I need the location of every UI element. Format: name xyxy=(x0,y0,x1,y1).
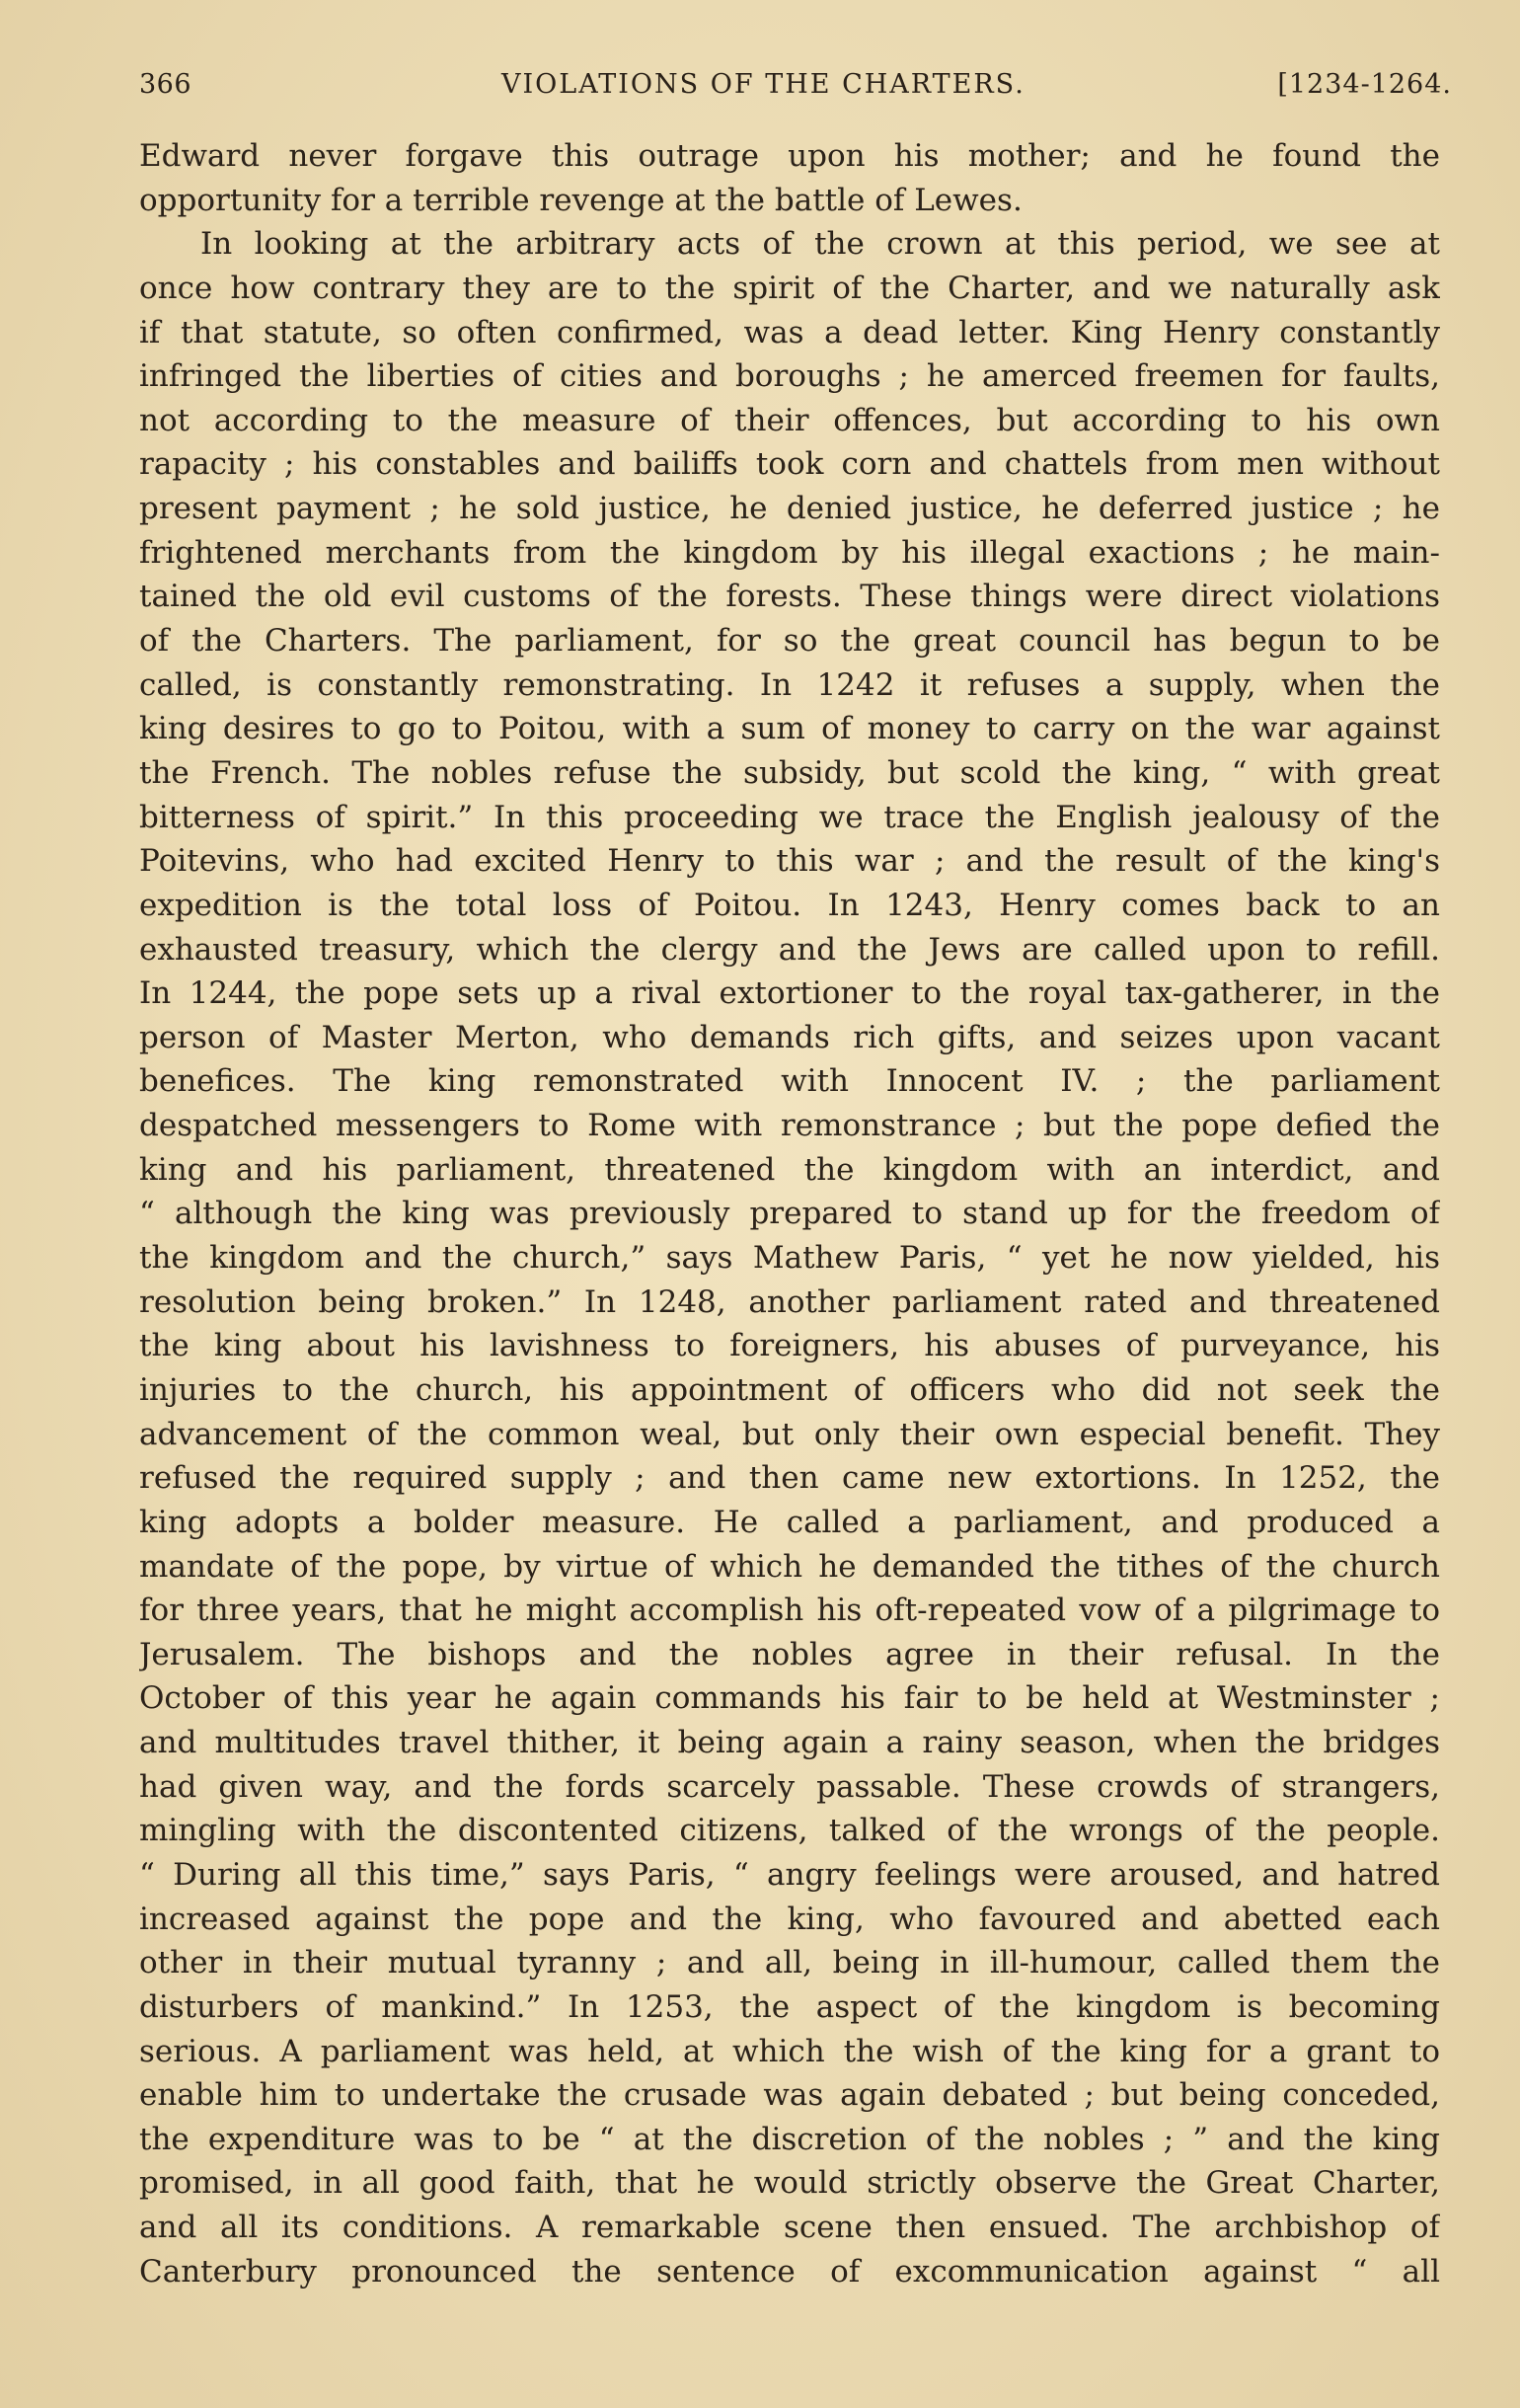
page-header xyxy=(139,69,1452,113)
text-line: once how contrary they are to the spirit of the Charter, and we naturally ask xyxy=(139,270,1440,306)
text-line: mandate of the pope, by virtue of which he demanded the tithes of the church xyxy=(139,1548,1440,1585)
text-line: enable him to undertake the crusade was again debated ; but being conceded, xyxy=(139,2077,1440,2114)
running-title: VIOLATIONS OF THE CHARTERS. xyxy=(501,69,1026,100)
text-line: infringed the liberties of cities and boroughs ; he amerced freemen for faults, xyxy=(139,358,1440,395)
text-line: rapacity ; his constables and bailiffs took corn and chattels from men without xyxy=(139,446,1440,483)
text-line: person of Master Merton, who demands rich gifts, and seizes upon vacant xyxy=(139,1019,1440,1055)
text-line: and multitudes travel thither, it being again a rainy season, when the bridges xyxy=(139,1725,1440,1761)
text-line: injuries to the church, his appointment of officers who did not seek the xyxy=(139,1371,1440,1408)
text-line: the expenditure was to be “ at the discretion of the nobles ; ” and the king xyxy=(139,2121,1440,2157)
text-line: for three years, that he might accomplish his oft-repeated vow of a pilgrimage to xyxy=(139,1592,1440,1629)
text-line: had given way, and the fords scarcely passable. These crowds of strangers, xyxy=(139,1768,1440,1805)
text-line: Poitevins, who had excited Henry to this war ; and the result of the king's xyxy=(139,843,1440,880)
text-line: resolution being broken.” In 1248, another parliament rated and threatened xyxy=(139,1283,1440,1320)
text-line: increased against the pope and the king, who favoured and abetted each xyxy=(139,1901,1440,1937)
text-line: In 1244, the pope sets up a rival extortioner to the royal tax-gatherer, in the xyxy=(139,975,1440,1012)
page-number: 366 xyxy=(139,69,192,100)
text-line: exhausted treasury, which the clergy and the Jews are called upon to refill. xyxy=(139,931,1440,968)
text-line: called, is constantly remonstrating. In 1242 it refuses a supply, when the xyxy=(139,666,1440,703)
text-line: frightened merchants from the kingdom by his illegal exactions ; he main- xyxy=(139,534,1440,571)
text-line: bitterness of spirit.” In this proceeding we trace the English jealousy of the xyxy=(139,799,1440,835)
text-line: “ although the king was previously prepared to stand up for the freedom of xyxy=(139,1196,1440,1232)
text-line: October of this year he again commands his fair to be held at Westminster ; xyxy=(139,1680,1440,1717)
text-line: despatched messengers to Rome with remonstrance ; but the pope defied the xyxy=(139,1108,1440,1144)
text-line: Jerusalem. The bishops and the nobles agree in their refusal. In the xyxy=(139,1636,1440,1672)
text-line: the kingdom and the church,” says Mathew Paris, “ yet he now yielded, his xyxy=(139,1240,1440,1277)
text-line: opportunity for a terrible revenge at the battle of Lewes. xyxy=(139,182,1023,218)
text-line: Edward never forgave this outrage upon his mother; and he found the xyxy=(139,138,1440,174)
text-line: the king about his lavishness to foreigners, his abuses of purveyance, his xyxy=(139,1328,1440,1364)
text-line: king adopts a bolder measure. He called a parliament, and produced a xyxy=(139,1504,1440,1540)
text-line: serious. A parliament was held, at which the wish of the king for a grant to xyxy=(139,2033,1440,2069)
text-line: of the Charters. The parliament, for so the great council has begun to be xyxy=(139,623,1440,660)
text-line: and all its conditions. A remarkable scene then ensued. The archbishop of xyxy=(139,2210,1440,2246)
text-line: Canterbury pronounced the sentence of excommunication against “ all xyxy=(139,2253,1440,2290)
text-line: promised, in all good faith, that he would strictly observe the Great Charter, xyxy=(139,2165,1440,2202)
text-line: mingling with the discontented citizens, talked of the wrongs of the people. xyxy=(139,1813,1440,1849)
body-text xyxy=(139,134,1440,2293)
text-line: benefices. The king remonstrated with Innocent IV. ; the parliament xyxy=(139,1063,1440,1100)
date-range: [1234-1264. xyxy=(1277,69,1452,100)
text-line: king and his parliament, threatened the kingdom with an interdict, and xyxy=(139,1151,1440,1188)
text-line: king desires to go to Poitou, with a sum of money to carry on the war against xyxy=(139,711,1440,747)
text-line: if that statute, so often confirmed, was a dead letter. King Henry constantly xyxy=(139,314,1440,350)
text-line: other in their mutual tyranny ; and all, being in ill-humour, called them the xyxy=(139,1945,1440,1981)
text-line: present payment ; he sold justice, he denied justice, he deferred justice ; he xyxy=(139,491,1440,527)
text-line: “ During all this time,” says Paris, “ angry feelings were aroused, and hatred xyxy=(139,1856,1440,1893)
text-line: disturbers of mankind.” In 1253, the aspect of the kingdom is becoming xyxy=(139,1988,1440,2025)
text-line: refused the required supply ; and then came new extortions. In 1252, the xyxy=(139,1460,1440,1497)
text-line: the French. The nobles refuse the subsidy, but scold the king, “ with great xyxy=(139,754,1440,791)
text-line: tained the old evil customs of the forests. These things were direct violations xyxy=(139,579,1440,615)
text-line: advancement of the common weal, but only their own especial benefit. They xyxy=(139,1416,1440,1452)
text-line: not according to the measure of their offences, but according to his own xyxy=(139,402,1440,438)
text-line: In looking at the arbitrary acts of the crown at this period, we see at xyxy=(200,226,1440,263)
text-line: expedition is the total loss of Poitou. In 1243, Henry comes back to an xyxy=(139,887,1440,923)
